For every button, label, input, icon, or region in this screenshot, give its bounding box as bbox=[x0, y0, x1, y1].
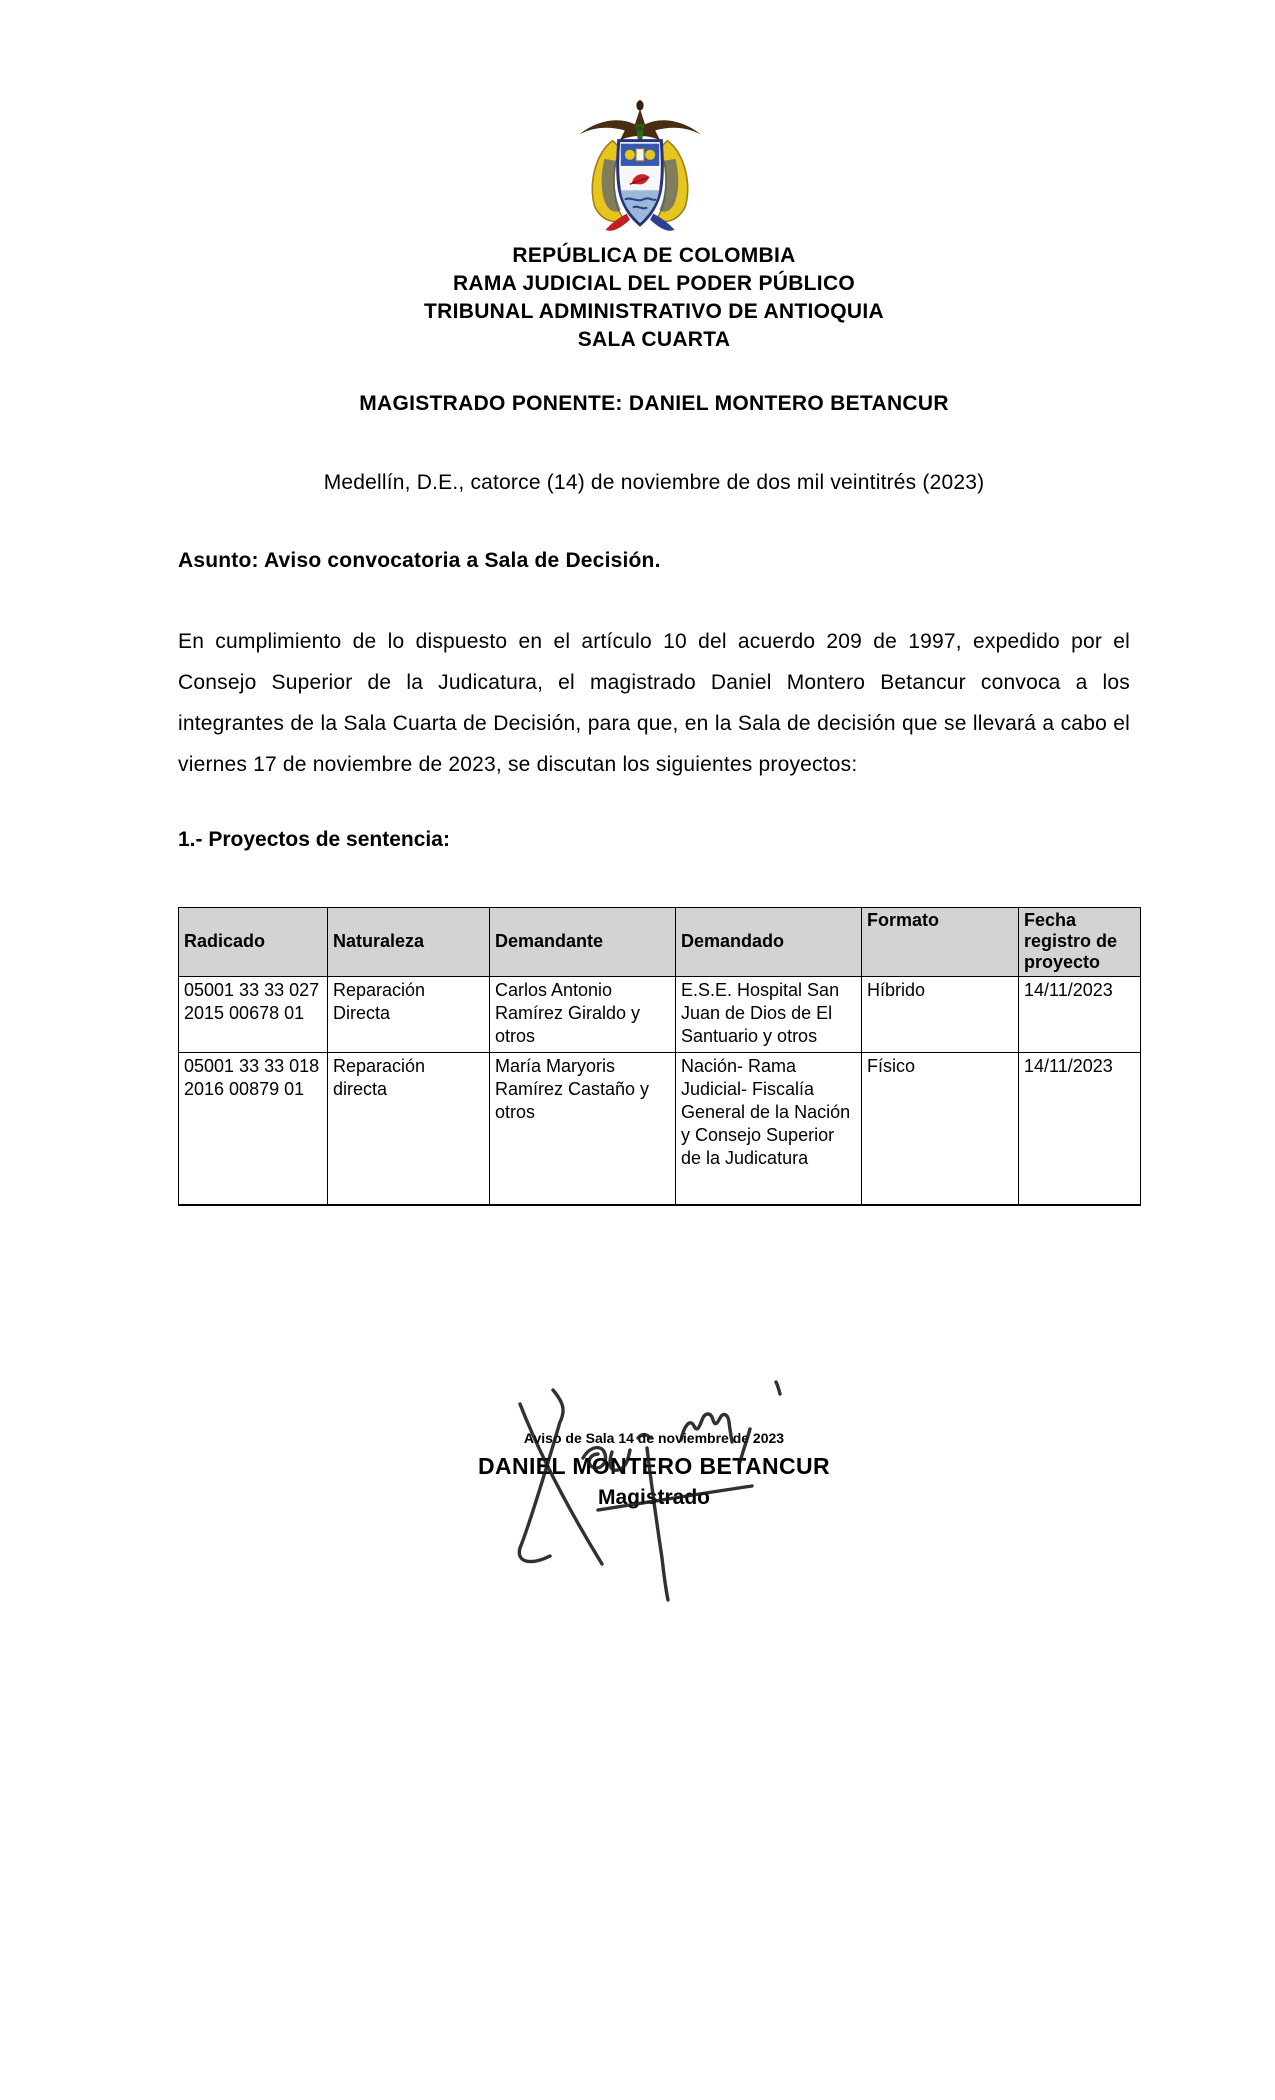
signer-name: DANIEL MONTERO BETANCUR bbox=[477, 1452, 831, 1479]
cell-demandado: E.S.E. Hospital San Juan de Dios de El Santuario y otros bbox=[676, 977, 862, 1053]
cell-formato: Híbrido bbox=[862, 977, 1019, 1053]
header-line-tribunal: TRIBUNAL ADMINISTRATIVO DE ANTIOQUIA bbox=[424, 300, 884, 323]
cell-fecha: 14/11/2023 bbox=[1019, 1053, 1141, 1205]
col-header-demandante: Demandante bbox=[490, 908, 676, 977]
cell-demandante: María Maryoris Ramírez Castaño y otros bbox=[490, 1053, 676, 1205]
cell-formato: Físico bbox=[862, 1053, 1019, 1205]
colombia-coat-of-arms-icon bbox=[574, 98, 706, 240]
col-header-fecha: Fecha registro de proyecto bbox=[1019, 908, 1141, 977]
date-line: Medellín, D.E., catorce (14) de noviembre de dos mil veintitrés (2023) bbox=[323, 471, 985, 494]
header-line-ponente: MAGISTRADO PONENTE: DANIEL MONTERO BETANCUR bbox=[359, 392, 949, 415]
cell-naturaleza: Reparación Directa bbox=[328, 977, 490, 1053]
section-heading: 1.- Proyectos de sentencia: bbox=[178, 828, 450, 851]
table-row bbox=[179, 1053, 1141, 1205]
cell-naturaleza: Reparación directa bbox=[328, 1053, 490, 1205]
signature-block bbox=[178, 1430, 1130, 1511]
signature-annotation: Aviso de Sala 14 de noviembre de 2023 bbox=[523, 1429, 785, 1446]
cell-demandado: Nación- Rama Judicial- Fiscalía General de la Nación y Consejo Superior de la Judicatura bbox=[676, 1053, 862, 1205]
header-line-sala: SALA CUARTA bbox=[577, 328, 731, 351]
cell-radicado: 05001 33 33 018 2016 00879 01 bbox=[179, 1053, 328, 1205]
body-paragraph: En cumplimiento de lo dispuesto en el artículo 10 del acuerdo 209 de 1997, expedido por el Consejo Superior de la Judicatura, el magistrado Daniel Montero Betancur convoca a los integrantes de la Sala Cuarta de Decisión, para que, en la Sala de decisión que se llevará a cabo el viernes 17 de noviembre de 2023, se discutan los siguientes proyectos: bbox=[178, 630, 1130, 776]
col-header-radicado: Radicado bbox=[179, 908, 328, 977]
table-row bbox=[179, 977, 1141, 1053]
cell-radicado: 05001 33 33 027 2015 00678 01 bbox=[179, 977, 328, 1053]
subject-line: Asunto: Aviso convocatoria a Sala de Decisión. bbox=[178, 549, 661, 572]
col-header-demandado: Demandado bbox=[676, 908, 862, 977]
col-header-naturaleza: Naturaleza bbox=[328, 908, 490, 977]
header-line-rama-judicial: RAMA JUDICIAL DEL PODER PÚBLICO bbox=[452, 272, 856, 295]
table-header-row bbox=[179, 908, 1141, 977]
cell-demandante: Carlos Antonio Ramírez Giraldo y otros bbox=[490, 977, 676, 1053]
col-header-formato: Formato bbox=[862, 908, 1019, 977]
projects-table bbox=[178, 907, 1141, 1206]
signer-title: Magistrado bbox=[597, 1485, 710, 1509]
header-line-republica: REPÚBLICA DE COLOMBIA bbox=[512, 244, 796, 267]
cell-fecha: 14/11/2023 bbox=[1019, 977, 1141, 1053]
